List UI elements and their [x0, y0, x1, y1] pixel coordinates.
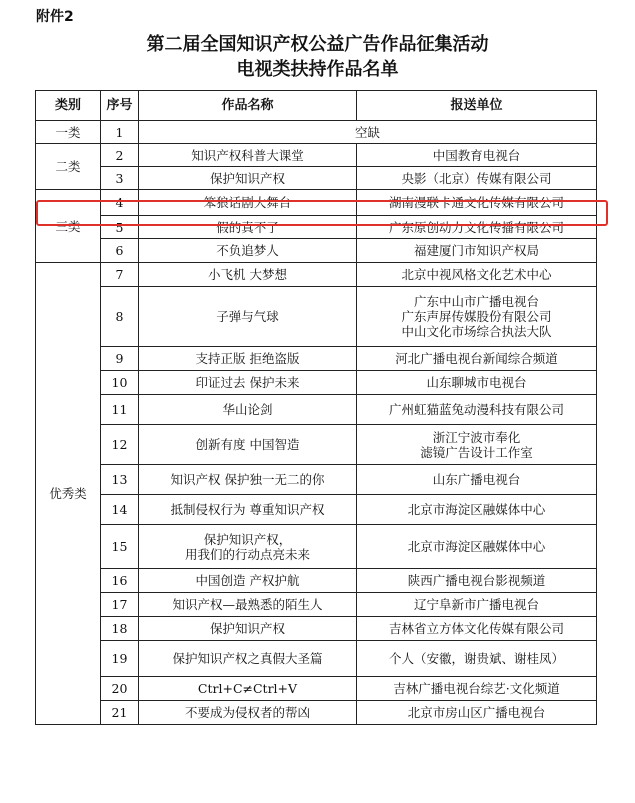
unit-cell: 福建厦门市知识产权局 — [357, 239, 597, 263]
work-cell: 不要成为侵权者的帮凶 — [139, 701, 357, 725]
unit-line: 中山文化市场综合执法大队 — [401, 324, 552, 339]
number-cell: 11 — [101, 395, 139, 425]
unit-cell: 广东原创动力文化传播有限公司 — [357, 216, 597, 239]
work-cell: 印证过去 保护未来 — [139, 371, 357, 395]
work-cell: 华山论剑 — [139, 395, 357, 425]
table-row — [36, 569, 597, 593]
number-cell: 16 — [101, 569, 139, 593]
number-cell: 1 — [101, 121, 139, 144]
table-row — [36, 144, 597, 167]
number-cell: 8 — [101, 287, 139, 347]
unit-cell: 山东聊城市电视台 — [357, 371, 597, 395]
table-row — [36, 263, 597, 287]
category-cell: 二类 — [36, 144, 101, 190]
unit-cell: 中国教育电视台 — [357, 144, 597, 167]
number-cell: 19 — [101, 641, 139, 677]
table-row — [36, 425, 597, 465]
unit-cell — [357, 425, 597, 465]
work-cell: 知识产权—最熟悉的陌生人 — [139, 593, 357, 617]
unit-cell: 吉林省立方体文化传媒有限公司 — [357, 617, 597, 641]
unit-cell: 山东广播电视台 — [357, 465, 597, 495]
vacancy-cell: 空缺 — [139, 121, 597, 144]
work-cell: 保护知识产权 — [139, 617, 357, 641]
unit-cell: 吉林广播电视台综艺·文化频道 — [357, 677, 597, 701]
number-cell: 2 — [101, 144, 139, 167]
work-cell: 子弹与气球 — [139, 287, 357, 347]
unit-cell: 北京中视风格文化艺术中心 — [357, 263, 597, 287]
work-cell: 创新有度 中国智造 — [139, 425, 357, 465]
unit-line: 滤镜广告设计工作室 — [420, 444, 533, 460]
work-cell — [139, 525, 357, 569]
table-row — [36, 239, 597, 263]
number-cell: 17 — [101, 593, 139, 617]
number-cell: 9 — [101, 347, 139, 371]
number-cell: 7 — [101, 263, 139, 287]
unit-cell: 北京市海淀区融媒体中心 — [357, 525, 597, 569]
document-title: 第二届全国知识产权公益广告作品征集活动 — [146, 34, 489, 55]
work-cell: 抵制侵权行为 尊重知识产权 — [139, 495, 357, 525]
table-row — [36, 190, 597, 216]
number-cell: 13 — [101, 465, 139, 495]
table-row — [36, 525, 597, 569]
document-subtitle: 电视类扶持作品名单 — [236, 59, 399, 80]
table-row — [36, 395, 597, 425]
unit-cell: 湖南漫联卡通文化传媒有限公司 — [357, 190, 597, 216]
work-cell: 中国创造 产权护航 — [139, 569, 357, 593]
number-cell: 6 — [101, 239, 139, 263]
table-row — [36, 216, 597, 239]
unit-cell: 个人（安徽，谢贵斌、谢桂凤） — [357, 641, 597, 677]
unit-line: 浙江宁波市奉化 — [432, 429, 521, 445]
work-cell: 小飞机 大梦想 — [139, 263, 357, 287]
work-line: 保护知识产权， — [203, 531, 292, 547]
number-cell: 14 — [101, 495, 139, 525]
header-work: 作品名称 — [139, 91, 357, 121]
number-cell: 18 — [101, 617, 139, 641]
table-row — [36, 617, 597, 641]
table-row — [36, 121, 597, 144]
work-cell: 不负追梦人 — [139, 239, 357, 263]
unit-cell: 辽宁阜新市广播电视台 — [357, 593, 597, 617]
work-cell: 知识产权科普大课堂 — [139, 144, 357, 167]
number-cell: 5 — [101, 216, 139, 239]
table-row — [36, 495, 597, 525]
unit-line: 广东中山市广播电视台 — [413, 294, 539, 309]
unit-cell — [357, 287, 597, 347]
work-cell: 知识产权 保护独一无二的你 — [139, 465, 357, 495]
table-row — [36, 701, 597, 725]
table-row — [36, 371, 597, 395]
table-row — [36, 347, 597, 371]
number-cell: 10 — [101, 371, 139, 395]
attachment-label: 附件2 — [36, 9, 74, 25]
work-cell: 保护知识产权之真假大圣篇 — [139, 641, 357, 677]
number-cell: 3 — [101, 167, 139, 190]
work-cell: 笨狼话剧大舞台 — [139, 190, 357, 216]
work-cell: Ctrl+C≠Ctrl+V — [139, 677, 357, 701]
award-list-table — [35, 90, 597, 725]
unit-cell: 河北广播电视台新闻综合频道 — [357, 347, 597, 371]
number-cell: 15 — [101, 525, 139, 569]
number-cell: 20 — [101, 677, 139, 701]
header-category: 类别 — [36, 91, 101, 121]
table-row — [36, 593, 597, 617]
number-cell: 12 — [101, 425, 139, 465]
table-row — [36, 465, 597, 495]
unit-cell: 央影（北京）传媒有限公司 — [357, 167, 597, 190]
work-line: 用我们的行动点亮未来 — [184, 546, 310, 562]
header-number: 序号 — [101, 91, 139, 121]
unit-cell: 北京市海淀区融媒体中心 — [357, 495, 597, 525]
unit-cell: 陕西广播电视台影视频道 — [357, 569, 597, 593]
table-row — [36, 677, 597, 701]
work-cell: 支持正版 拒绝盗版 — [139, 347, 357, 371]
unit-cell: 北京市房山区广播电视台 — [357, 701, 597, 725]
number-cell: 4 — [101, 190, 139, 216]
table-row — [36, 641, 597, 677]
header-unit: 报送单位 — [357, 91, 597, 121]
number-cell: 21 — [101, 701, 139, 725]
work-cell: 假的真不了 — [139, 216, 357, 239]
work-cell: 保护知识产权 — [139, 167, 357, 190]
category-cell: 一类 — [36, 121, 101, 144]
unit-line: 广东声屏传媒股份有限公司 — [401, 309, 552, 324]
table-row — [36, 287, 597, 347]
table-row — [36, 167, 597, 190]
unit-cell: 广州虹猫蓝兔动漫科技有限公司 — [357, 395, 597, 425]
category-cell: 三类 — [36, 190, 101, 263]
table-header-row — [36, 91, 597, 121]
category-cell: 优秀类 — [36, 263, 101, 725]
